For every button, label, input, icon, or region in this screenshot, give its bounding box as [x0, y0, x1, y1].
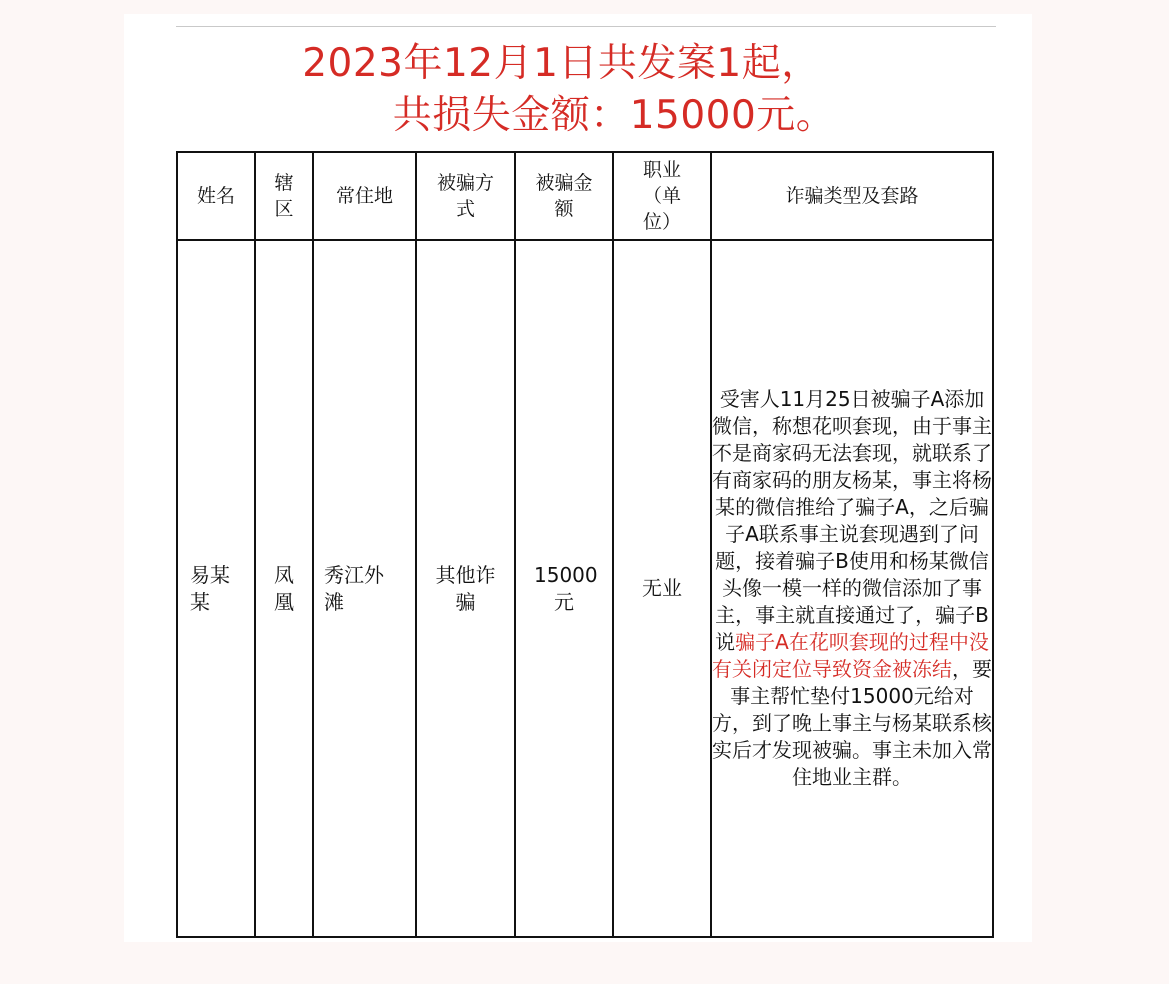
header-name: 姓名 — [177, 152, 255, 240]
description-text: 受害人11月25日被骗子A添加微信，称想花呗套现，由于事主不是商家码无法套现，就联系了有商家码的朋友杨某，事主将杨某的微信推给了骗子A，之后骗子A联系事主说套现遇到了问题，接着骗子B使用和杨某微信头像一模一样的微信添加了事主，事主就直接通过了，骗子B说 — [712, 387, 992, 654]
cell-district: 凤凰 — [255, 240, 313, 937]
cell-method: 其他诈骗 — [416, 240, 515, 937]
title-line-1: 2023年12月1日共发案1起， — [302, 41, 821, 86]
table-header-row — [177, 152, 993, 240]
header-fraud-type: 诈骗类型及套路 — [711, 152, 993, 240]
case-table — [176, 151, 994, 938]
title-line-2: 共损失金额：15000元。 — [392, 93, 836, 138]
page-bottom-margin — [0, 942, 1169, 984]
cell-name: 易某某 — [177, 240, 255, 937]
description-text-end: ，要事主帮忙垫付15000元给对方，到了晚上事主与杨某联系核实后才发现被骗。事主未加入常住地业主群。 — [712, 657, 992, 789]
report-title — [176, 38, 992, 142]
header-district: 辖区 — [255, 152, 313, 240]
table-row — [177, 240, 993, 937]
cell-residence: 秀江外滩 — [313, 240, 416, 937]
description-highlight: 骗子A在花呗套现的过程中没有关闭定位导致资金被冻结 — [712, 630, 989, 681]
cell-fraud-description — [711, 240, 993, 937]
header-amount: 被骗金额 — [515, 152, 613, 240]
page-top-rule — [176, 26, 996, 27]
header-occupation: 职业（单位） — [613, 152, 711, 240]
cell-occupation: 无业 — [613, 240, 711, 937]
cell-amount: 15000元 — [515, 240, 613, 937]
header-residence: 常住地 — [313, 152, 416, 240]
header-method: 被骗方式 — [416, 152, 515, 240]
